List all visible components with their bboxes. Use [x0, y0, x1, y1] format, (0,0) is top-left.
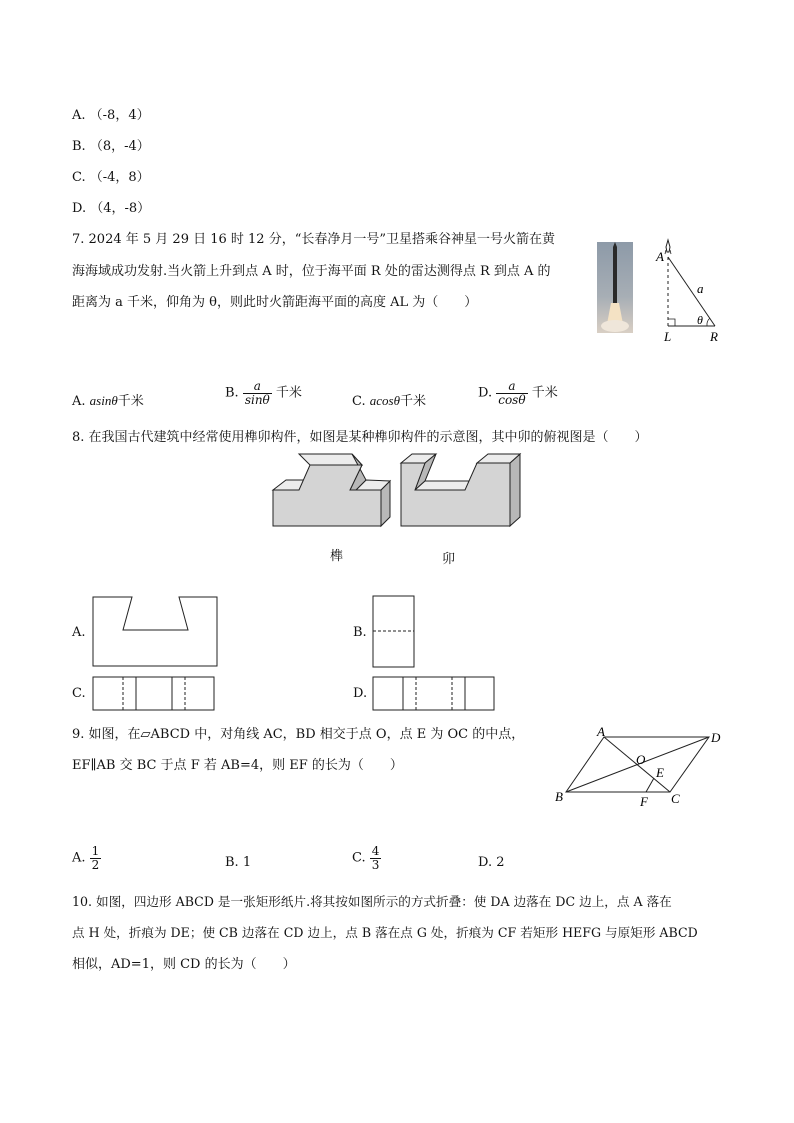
q8-stem: 8. 在我国古代建筑中经常使用榫卯构件，如图是某种榫卯构件的示意图，其中卯的俯视图是（ ） [72, 430, 648, 445]
q8-option-a-figure [92, 596, 220, 668]
q6-option-b: B. （8，-4） [72, 139, 150, 154]
q9-parallelogram-figure [554, 724, 726, 810]
q9-fig-label-a: A [597, 724, 605, 739]
q8-label-tenon: 榫 [330, 549, 344, 564]
rocket-photo [597, 242, 633, 333]
q9-fig-label-b: B [555, 789, 563, 804]
q8-option-a-letter: A. [72, 625, 86, 640]
q9-fig-label-o: O [636, 752, 646, 767]
q7-option-a: A. asinθ千米 [72, 393, 144, 409]
q9-stem-line2: EF∥AB 交 BC 于点 F 若 AB=4，则 EF 的长为（ ） [72, 758, 403, 773]
q7-stem-line3: 距离为 a 千米，仰角为 θ，则此时火箭距海平面的高度 AL 为（ ） [72, 295, 478, 310]
q7-fig-label-a-side: a [697, 281, 704, 296]
q7-triangle-figure [650, 230, 730, 348]
q8-option-d-letter: D. [353, 686, 368, 701]
q9-fig-label-e: E [656, 765, 664, 780]
q7-fig-label-l: L [664, 329, 672, 344]
q9-option-b: B. 1 [225, 855, 252, 870]
q9-option-d: D. 2 [478, 855, 505, 870]
q6-option-d: D. （4，-8） [72, 201, 151, 216]
q9-option-a: A. $\frac{1}{2}$ [72, 844, 100, 872]
q7-option-d: D. $\frac{a}{\cos\theta}$ 千米 [478, 379, 558, 407]
q7-fig-label-a-point: A [656, 249, 664, 264]
q10-stem-line3: 相似，AD=1，则 CD 的长为（ ） [72, 957, 296, 972]
q9-stem-line1: 9. 如图，在▱ABCD 中，对角线 AC，BD 相交于点 O，点 E 为 OC 的中点， [72, 727, 525, 742]
q8-option-c-figure [92, 676, 216, 712]
q8-option-c-letter: C. [72, 686, 86, 701]
q8-option-d-figure [372, 676, 496, 712]
q7-stem-line1: 7. 2024 年 5 月 29 日 16 时 12 分，“长春净月一号”卫星搭乘谷神星一号火箭在黄 [72, 232, 555, 247]
q10-stem-line1: 10. 如图，四边形 ABCD 是一张矩形纸片.将其按如图所示的方式折叠：使 DA 边落在 DC 边上，点 A 落在 [72, 894, 672, 909]
q6-option-c: C. （-4，8） [72, 170, 150, 185]
q9-fig-label-c: C [671, 791, 680, 806]
q7-option-b: B. $\frac{a}{\sin\theta}$ 千米 [225, 379, 302, 407]
q7-fig-label-theta: θ [697, 313, 703, 327]
q7-fig-label-r: R [710, 329, 718, 344]
q7-stem-line2: 海海域成功发射.当火箭上升到点 A 时，位于海平面 R 处的雷达测得点 R 到点 A 的 [72, 264, 551, 279]
q9-fig-label-f: F [640, 794, 648, 809]
q10-stem-line2: 点 H 处，折痕为 DE；使 CB 边落在 CD 边上，点 B 落在点 G 处，折痕为 CF 若矩形 HEFG 与原矩形 ABCD [72, 925, 698, 940]
q8-option-b-figure [372, 595, 416, 669]
q7-option-c: C. acosθ千米 [352, 393, 426, 409]
q8-mortise-tenon-figure [270, 450, 525, 532]
q6-option-a: A. （-8，4） [72, 108, 150, 123]
q8-option-b-letter: B. [353, 625, 367, 640]
q8-label-mortise: 卯 [442, 552, 456, 567]
q9-fig-label-d: D [711, 730, 721, 745]
q9-option-c: C. $\frac{4}{3}$ [352, 844, 380, 872]
